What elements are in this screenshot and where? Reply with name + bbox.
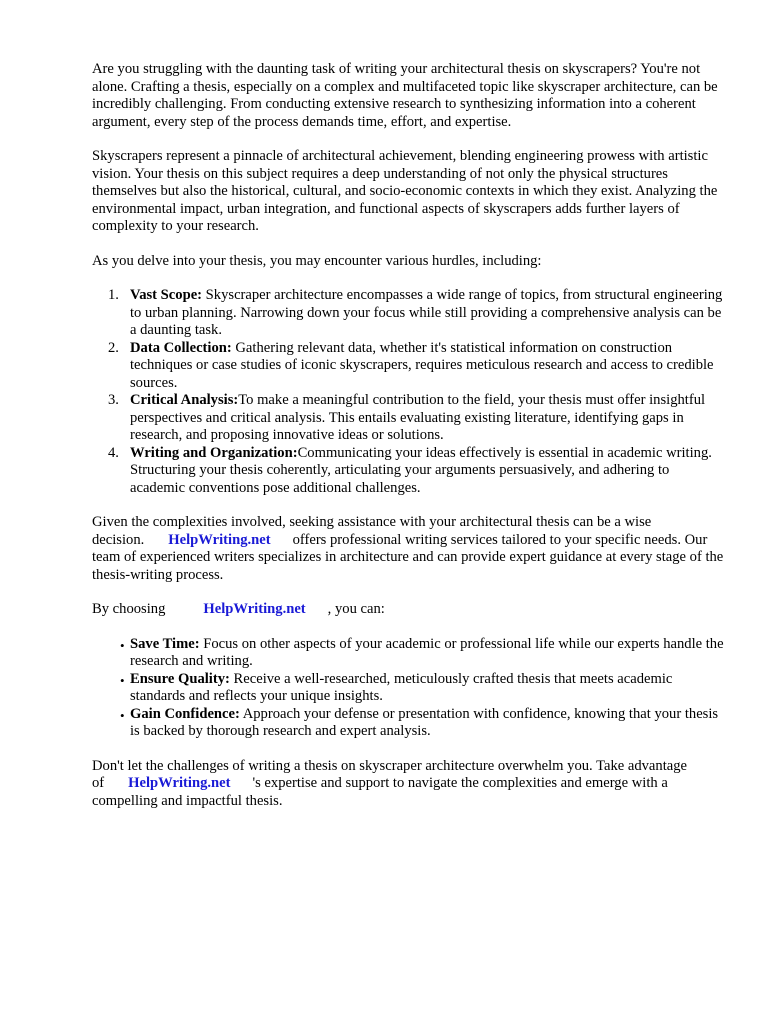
- hurdles-intro-paragraph: As you delve into your thesis, you may encounter various hurdles, including:: [92, 252, 542, 269]
- choosing-text-after: , you can:: [327, 601, 385, 617]
- list-item: [120, 705, 724, 741]
- list-item: [108, 444, 724, 498]
- list-item: [108, 392, 724, 445]
- list-item-term: Vast Scope:: [130, 287, 203, 303]
- list-item-text: Approach your defense or presentation with confidence, knowing that your thesis is backed by thorough research and expert analysis.: [130, 705, 719, 739]
- list-number: 2.: [108, 339, 119, 356]
- list-item-term: Save Time:: [130, 635, 200, 652]
- list-item-term: Critical Analysis:: [130, 392, 239, 408]
- choosing-paragraph: [92, 601, 724, 619]
- list-number: 4.: [108, 444, 119, 461]
- list-item-term: Gain Confidence:: [130, 705, 240, 722]
- list-item-text: Skyscraper architecture encompasses a wide range of topics, from structural engineering to urban planning. Narrowing down your focus while still providing a comprehensive analysis can be a daunting task.: [130, 287, 723, 338]
- list-item-text: Gathering relevant data, whether it's statistical information on construction techniques or case studies of iconic skyscrapers, requires meticulous research and access to credible sources.: [130, 339, 714, 391]
- closing-paragraph: [92, 758, 724, 811]
- assistance-paragraph: [92, 514, 724, 584]
- list-item-text: To make a meaningful contribution to the field, your thesis must offer insightful perspectives and critical analysis. This entails evaluating existing literature, identifying gaps in research, and proposing innovative ideas or solutions.: [130, 392, 706, 443]
- list-number: 1.: [108, 287, 119, 303]
- list-item: [108, 339, 724, 393]
- helpwriting-link[interactable]: HelpWriting.net: [168, 531, 271, 548]
- list-item: [120, 635, 724, 671]
- list-item-text: Receive a well-researched, meticulously crafted thesis that meets academic standards and reflects your unique insights.: [130, 670, 673, 704]
- list-item: [120, 670, 724, 706]
- helpwriting-link[interactable]: HelpWriting.net: [128, 775, 231, 791]
- choosing-text-before: By choosing: [92, 601, 166, 617]
- closing-text-after: 's expertise and support to navigate the complexities and emerge with a compelling and impactful thesis.: [92, 775, 668, 809]
- assistance-text-after: offers professional writing services tailored to your specific needs. Our team of experienced writers specializes in architecture and can provide expert guidance at every stage of the thesis-writing process.: [92, 531, 724, 583]
- intro-paragraph: Are you struggling with the daunting task of writing your architectural thesis on skyscrapers? You're not alone. Crafting a thesis, especially on a complex and multifaceted topic like skyscraper architecture, can be incredibly challenging. From conducting extensive research to synthesizing information into a coherent argument, every step of the process demands time, effort, and expertise.: [92, 61, 718, 130]
- list-item: [108, 287, 724, 340]
- list-item-text: Focus on other aspects of your academic or professional life while our experts handle the research and writing.: [130, 635, 724, 669]
- bullet-icon: •: [120, 637, 125, 653]
- list-item-term: Data Collection:: [130, 339, 232, 356]
- list-item-text: Communicating your ideas effectively is essential in academic writing. Structuring your thesis coherently, articulating your arguments persuasively, and adhering to academic conventions pose additional challenges.: [130, 444, 712, 496]
- bullet-icon: •: [120, 707, 125, 723]
- bullet-icon: •: [120, 672, 125, 688]
- assistance-text-before: Given the complexities involved, seeking assistance with your architectural thesis can be a wise decision.: [92, 514, 652, 548]
- document-page: [92, 61, 724, 827]
- helpwriting-link[interactable]: HelpWriting.net: [203, 601, 306, 617]
- list-item-term: Ensure Quality:: [130, 670, 230, 687]
- benefits-list: [92, 636, 724, 741]
- list-item-term: Writing and Organization:: [130, 444, 298, 461]
- hurdles-list: [92, 287, 724, 497]
- closing-text-before: Don't let the challenges of writing a thesis on skyscraper architecture overwhelm you. Take advantage of: [92, 757, 688, 791]
- list-number: 3.: [108, 392, 119, 408]
- context-paragraph: Skyscrapers represent a pinnacle of architectural achievement, blending engineering prowess with artistic vision. Your thesis on this subject requires a deep understanding of not only the physical structures themselves but also the historical, cultural, and socio-economic contexts in which they exist. Analyzing the environmental impact, urban integration, and functional aspects of skyscrapers adds further layers of complexity to your research.: [92, 148, 718, 234]
